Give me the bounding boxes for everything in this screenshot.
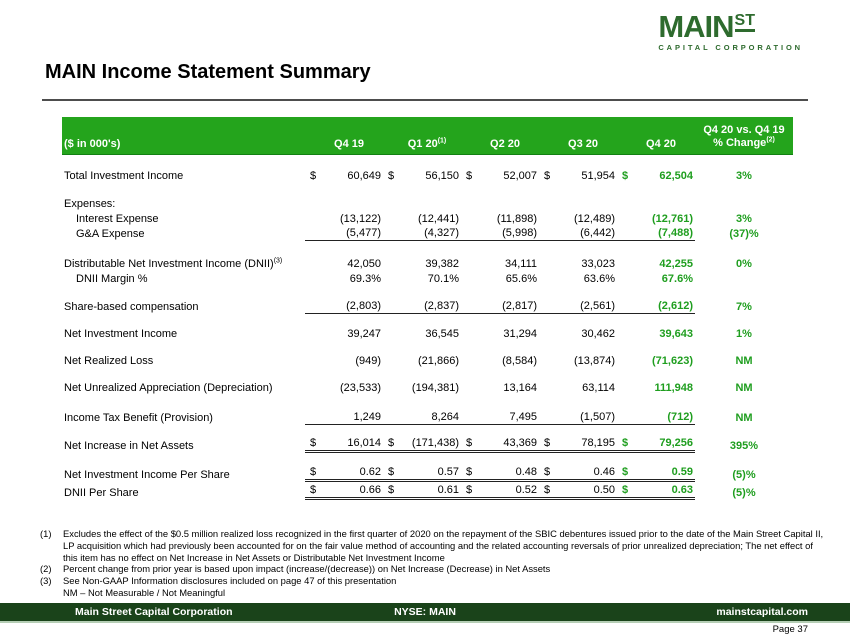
value-cell bbox=[617, 436, 695, 453]
value-cell bbox=[539, 436, 617, 453]
value-cell bbox=[539, 169, 617, 183]
value-cell: 111,948 bbox=[654, 382, 693, 394]
value-cell: (2,612) bbox=[617, 299, 695, 314]
dollar-sign: $ bbox=[466, 437, 473, 449]
row-label: Expenses: bbox=[64, 198, 116, 210]
value-cell: (5,477) bbox=[305, 226, 383, 241]
logo-wordmark bbox=[658, 9, 803, 44]
dollar-sign: $ bbox=[310, 437, 317, 449]
dollar-sign: $ bbox=[310, 466, 317, 478]
value-text: 52,007 bbox=[503, 170, 537, 182]
row-label: Net Increase in Net Assets bbox=[64, 440, 194, 452]
value-cell bbox=[383, 483, 461, 500]
value-cell: (1,507) bbox=[539, 410, 617, 425]
value-cell bbox=[305, 483, 383, 500]
value-cell: (13,122) bbox=[340, 213, 381, 225]
value-cell: 39,382 bbox=[425, 258, 459, 270]
footnote-marker: (2) bbox=[40, 563, 52, 575]
row-label: Total Investment Income bbox=[64, 170, 184, 182]
footnote-text: See Non-GAAP Information disclosures included on page 47 of this presentation bbox=[63, 575, 397, 587]
value-cell bbox=[461, 436, 539, 453]
change-cell: 1% bbox=[736, 328, 752, 340]
dollar-sign: $ bbox=[544, 437, 551, 449]
dollar-sign: $ bbox=[466, 170, 473, 182]
footnotes bbox=[40, 528, 828, 599]
value-cell: 30,462 bbox=[581, 328, 615, 340]
dollar-sign: $ bbox=[388, 466, 395, 478]
quarter-header: Q2 20 bbox=[490, 138, 520, 150]
footnote-ref: (3) bbox=[273, 257, 283, 265]
value-cell: (12,761) bbox=[652, 213, 693, 225]
value-cell: 36,545 bbox=[425, 328, 459, 340]
dollar-sign: $ bbox=[622, 466, 629, 478]
value-cell: 39,247 bbox=[347, 328, 381, 340]
logo-subtitle: CAPITAL CORPORATION bbox=[658, 43, 803, 52]
change-cell: 3% bbox=[736, 213, 752, 225]
value-cell bbox=[461, 465, 539, 482]
value-text: 78,195 bbox=[581, 437, 615, 449]
value-cell: 13,164 bbox=[503, 382, 537, 394]
value-cell: (71,623) bbox=[652, 355, 693, 367]
dollar-sign: $ bbox=[466, 466, 473, 478]
value-cell: (13,874) bbox=[574, 355, 615, 367]
row-label: DNII Per Share bbox=[64, 487, 139, 499]
value-cell: 63,114 bbox=[582, 382, 615, 394]
change-cell: (37)% bbox=[729, 228, 759, 240]
footnote-ref: (1) bbox=[437, 137, 447, 145]
row-label: Net Investment Income bbox=[64, 328, 178, 340]
change-cell: NM bbox=[735, 382, 753, 394]
value-text: 0.50 bbox=[593, 484, 615, 496]
value-cell: (4,327) bbox=[383, 226, 461, 241]
footnote bbox=[40, 575, 828, 587]
table-row bbox=[62, 256, 793, 271]
row-label: Net Realized Loss bbox=[64, 355, 154, 367]
table-row bbox=[62, 485, 793, 500]
value-cell: 31,294 bbox=[503, 328, 537, 340]
page-title: MAIN Income Statement Summary bbox=[45, 61, 371, 83]
value-cell bbox=[539, 465, 617, 482]
quarter-header: Q1 20$^{(1)}$ bbox=[407, 137, 447, 150]
table-row bbox=[62, 226, 793, 241]
logo-main-text: MAIN bbox=[658, 9, 734, 44]
value-cell: (12,489) bbox=[574, 213, 615, 225]
table-row bbox=[62, 467, 793, 482]
value-text: 16,014 bbox=[347, 437, 381, 449]
value-cell: (8,584) bbox=[502, 355, 537, 367]
value-cell bbox=[383, 465, 461, 482]
change-cell: (5)% bbox=[732, 469, 756, 481]
dollar-sign: $ bbox=[622, 170, 629, 182]
change-cell: 395% bbox=[729, 440, 759, 452]
value-cell: (2,817) bbox=[461, 299, 539, 314]
value-cell bbox=[305, 465, 383, 482]
value-cell: (2,803) bbox=[305, 299, 383, 314]
row-label: DNII Margin % bbox=[76, 273, 148, 285]
value-cell: 63.6% bbox=[583, 273, 615, 285]
dollar-sign: $ bbox=[544, 170, 551, 182]
income-table-body bbox=[62, 168, 793, 500]
dollar-sign: $ bbox=[310, 170, 317, 182]
footer-website-link[interactable]: mainstcapital.com bbox=[716, 606, 808, 618]
change-cell: NM bbox=[735, 412, 753, 424]
dollar-sign: $ bbox=[544, 484, 551, 496]
value-cell bbox=[617, 169, 695, 183]
value-cell: 7,495 bbox=[461, 410, 539, 425]
table-row bbox=[62, 353, 793, 368]
dollar-sign: $ bbox=[388, 484, 395, 496]
value-cell: 70.1% bbox=[427, 273, 459, 285]
value-cell: (23,533) bbox=[340, 382, 381, 394]
footnote bbox=[40, 528, 828, 563]
footnote-text: NM – Not Measurable / Not Meaningful bbox=[63, 586, 226, 598]
value-cell: 42,255 bbox=[659, 258, 693, 270]
table-row bbox=[62, 326, 793, 341]
value-cell bbox=[383, 169, 461, 183]
row-label: Distributable Net Investment Income (DNII)$^{(3)}$ bbox=[64, 257, 283, 270]
dollar-sign: $ bbox=[622, 437, 629, 449]
value-cell: (194,381) bbox=[411, 382, 459, 394]
value-cell: (6,442) bbox=[539, 226, 617, 241]
quarter-header: Q4 19 bbox=[334, 138, 364, 150]
dollar-sign: $ bbox=[466, 484, 473, 496]
value-cell: (11,898) bbox=[496, 213, 537, 225]
value-text: 0.61 bbox=[437, 484, 459, 496]
value-text: 0.59 bbox=[671, 466, 693, 478]
value-cell: (5,998) bbox=[461, 226, 539, 241]
table-row bbox=[62, 380, 793, 395]
footer-company: Main Street Capital Corporation bbox=[75, 606, 233, 618]
page-number: Page 37 bbox=[772, 624, 808, 635]
footnote-marker bbox=[40, 587, 63, 599]
value-cell: (949) bbox=[355, 355, 381, 367]
table-header-row bbox=[62, 117, 793, 155]
value-text: 0.46 bbox=[593, 466, 615, 478]
table-row bbox=[62, 410, 793, 425]
footnote bbox=[40, 587, 828, 599]
dollar-sign: $ bbox=[388, 437, 395, 449]
title-divider bbox=[42, 99, 808, 101]
value-cell bbox=[305, 169, 383, 183]
change-cell: (5)% bbox=[732, 487, 756, 499]
mainst-logo bbox=[658, 9, 803, 52]
change-cell: 7% bbox=[736, 301, 752, 313]
value-text: 0.48 bbox=[515, 466, 537, 478]
footer-bar bbox=[0, 603, 850, 623]
footnote-text: Excludes the effect of the $0.5 million realized loss recognized in the first quarter of 2020 on the repayment of the SBIC debentures issued prior to the date of the Main Street Capital II, LP acquisition which had previously been accounted for on the fair value method of accounting and the related accounting reversals of prior unrealized depreciation; The net effect of this item has no effect on Net Increase in Net Assets or Distributable Net Investment Income bbox=[63, 528, 824, 563]
table-row bbox=[62, 168, 793, 183]
value-cell: 65.6% bbox=[505, 273, 537, 285]
change-cell: 0% bbox=[736, 258, 752, 270]
value-cell: (2,561) bbox=[539, 299, 617, 314]
change-cell: NM bbox=[735, 355, 753, 367]
value-text: 0.66 bbox=[359, 484, 381, 496]
value-text: 51,954 bbox=[581, 170, 615, 182]
value-cell bbox=[383, 436, 461, 453]
change-header-line2: % Change$^{(2)}$ bbox=[713, 136, 775, 149]
dollar-sign: $ bbox=[310, 484, 317, 496]
table-row bbox=[62, 299, 793, 314]
row-label: G&A Expense bbox=[76, 228, 145, 240]
value-text: 60,649 bbox=[347, 170, 381, 182]
table-row bbox=[62, 196, 793, 211]
units-label: ($ in 000's) bbox=[64, 138, 121, 150]
table-row bbox=[62, 271, 793, 286]
value-cell bbox=[461, 169, 539, 183]
value-cell: (712) bbox=[617, 410, 695, 425]
value-text: 79,256 bbox=[659, 437, 693, 449]
row-label: Interest Expense bbox=[76, 213, 159, 225]
value-text: 0.57 bbox=[437, 466, 459, 478]
logo-st-text: ST bbox=[735, 13, 755, 32]
table-row bbox=[62, 211, 793, 226]
value-text: 43,369 bbox=[503, 437, 537, 449]
value-text: 56,150 bbox=[425, 170, 459, 182]
value-cell: (2,837) bbox=[383, 299, 461, 314]
change-cell: 3% bbox=[736, 170, 752, 182]
footnote-text: Percent change from prior year is based upon impact (increase/(decrease)) on Net Increase (Decrease) in Net Assets bbox=[63, 563, 551, 575]
value-text: 0.62 bbox=[359, 466, 381, 478]
value-cell: 42,050 bbox=[347, 258, 381, 270]
row-label: Share-based compensation bbox=[64, 301, 199, 313]
value-cell bbox=[461, 483, 539, 500]
value-cell: 39,643 bbox=[659, 328, 693, 340]
income-statement-table bbox=[62, 117, 793, 500]
value-text: (171,438) bbox=[411, 437, 459, 449]
quarter-header: Q4 20 bbox=[646, 138, 676, 150]
footnote-marker: (1) bbox=[40, 528, 52, 539]
value-cell: 8,264 bbox=[383, 410, 461, 425]
value-cell: 69.3% bbox=[349, 273, 381, 285]
footnote bbox=[40, 563, 828, 575]
value-text: 62,504 bbox=[659, 170, 693, 182]
dollar-sign: $ bbox=[388, 170, 395, 182]
value-cell bbox=[539, 483, 617, 500]
footnote-marker: (3) bbox=[40, 575, 52, 587]
value-text: 0.52 bbox=[515, 484, 537, 496]
change-header-line1: Q4 20 vs. Q4 19 bbox=[703, 124, 785, 136]
value-cell: 67.6% bbox=[661, 273, 693, 285]
table-row bbox=[62, 438, 793, 453]
value-cell: (7,488) bbox=[617, 226, 695, 241]
change-column-header bbox=[695, 124, 793, 150]
value-cell: 1,249 bbox=[305, 410, 383, 425]
row-label: Net Unrealized Appreciation (Depreciation) bbox=[64, 382, 273, 394]
footer-ticker: NYSE: MAIN bbox=[394, 606, 456, 618]
dollar-sign: $ bbox=[544, 466, 551, 478]
dollar-sign: $ bbox=[622, 484, 629, 496]
value-cell: 34,111 bbox=[504, 258, 537, 270]
row-label: Income Tax Benefit (Provision) bbox=[64, 412, 213, 424]
value-cell: (12,441) bbox=[418, 213, 459, 225]
quarter-header: Q3 20 bbox=[568, 138, 598, 150]
value-cell bbox=[617, 483, 695, 500]
value-cell bbox=[617, 465, 695, 482]
value-cell bbox=[305, 436, 383, 453]
row-label: Net Investment Income Per Share bbox=[64, 469, 230, 481]
footnote-2-ref: (2) bbox=[766, 136, 775, 144]
value-text: 0.63 bbox=[671, 484, 693, 496]
value-cell: (21,866) bbox=[418, 355, 459, 367]
value-cell: 33,023 bbox=[581, 258, 615, 270]
